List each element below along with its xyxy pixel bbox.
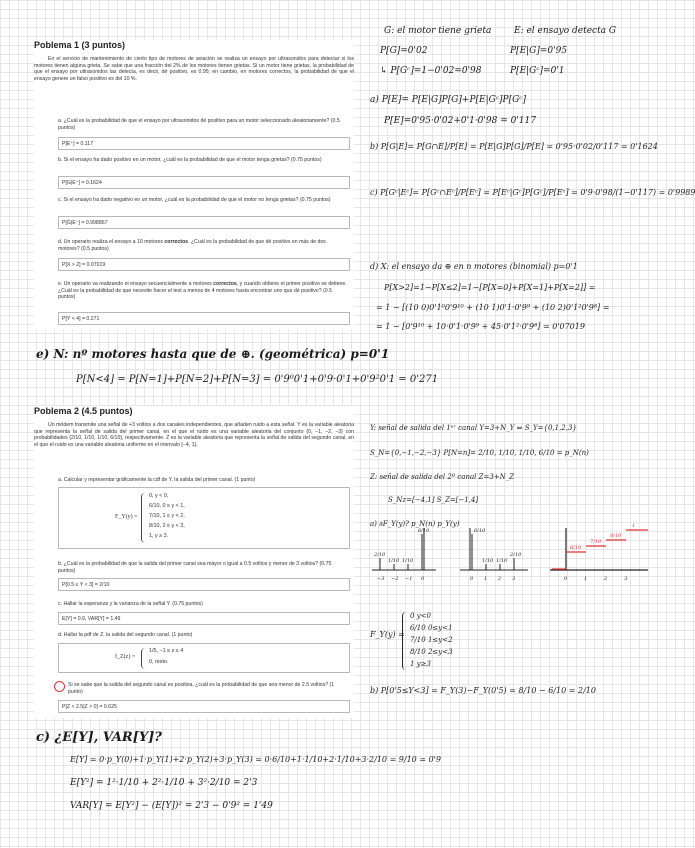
cdf-tick-3: 3 <box>624 576 628 582</box>
p1-question-a: a. ¿Cuál es la probabilidad de que el ensayo por ultrasonidos dé positivo para un motor seleccionado aleatoriamente? (0.5 puntos) <box>58 118 340 131</box>
note-fy-row-3: 8/10 2≤y<3 <box>410 648 453 656</box>
note-c5: VAR[Y] = E[Y²] − (E[Y])² = 2'3 − 0'9² = 1'49 <box>70 801 273 811</box>
p2-question-b: b. ¿Cuál es la probabilidad de que la salida del primer canal sea mayor o igual a 0.5 voltios y menor de 3 voltios? (0.75 puntos) <box>58 561 332 574</box>
val-y-1: 1/10 <box>482 558 494 564</box>
note-pegc: P[E|Gᶜ]=0'1 <box>510 66 565 76</box>
tick-y-2: 2 <box>498 576 502 582</box>
problem1-intro: En el servicio de mantenimiento de cierto tipo de motores de aviación se realiza un ensayo por ultrasonidos para detectar si los motores tienen alguna grieta. Se sabe que una fracción del 2% de los motores tienen grietas. Si un motor tiene grietas, la probabilidad de que el ensayo por ultrasonidos las detecta, es decir, dé positivo, es 0.95; en cambio, en motores correctos, la probabilidad de que el ensayo genere un falso positivo es del 10 %. <box>34 56 354 82</box>
note-fy-row-2: 7/10 1≤y<2 <box>410 636 453 644</box>
val-y-3: 2/10 <box>510 552 522 558</box>
note-y3: Z: señal de salida del 2º canal Z=3+N_Z <box>370 473 515 481</box>
note-y5: a) ∂F_Y(y)? p_N(n) p_Y(y) <box>370 520 460 528</box>
note-c2: c) ¿E[Y], VAR[Y]? <box>36 730 162 745</box>
note-c3: E[Y] = 0·p_Y(0)+1·p_Y(1)+2·p_Y(2)+3·p_Y(3) = 0·6/10+1·1/10+2·1/10+3·2/10 = 9/10 = 0'9 <box>70 755 441 764</box>
tick-y-3: 3 <box>512 576 516 582</box>
p2-answer-e[interactable]: P[Z < 2.5|Z > 0] = 0.625 <box>58 700 350 713</box>
note-y4: S_Nz=[−4,1] S_Z=[−1,4] <box>388 496 479 504</box>
p2-question-a: a. Calcular y representar gráficamente la cdf de Y, la salida del primer canal. (1 punto) <box>58 477 256 483</box>
p1-question-c: c. Si el ensayo ha dado negativo en un motor, ¿cuál es la probabilidad de que el motor no tenga grietas? (0.75 puntos) <box>58 197 331 203</box>
note-peg: P[E|G]=0'95 <box>510 46 568 56</box>
note-c4: E[Y²] = 1²·1/10 + 2²·1/10 + 3²·2/10 = 2'3 <box>70 778 258 788</box>
val-n-3: 1/10 <box>402 558 414 564</box>
note-fy-row-4: 1 y≥3 <box>410 660 431 668</box>
pdf-brace <box>141 648 146 669</box>
note-fy-label: F_Y(y) = <box>370 630 405 639</box>
tick-y-1: 1 <box>484 576 488 582</box>
pdf-label: f_Z(z) = <box>115 654 136 660</box>
p2-answer-d[interactable] <box>58 643 350 673</box>
cdf-row-1: 6/10, 0 ≤ y < 1, <box>149 503 185 509</box>
note-d2: P[X>2]=1−P[X≤2]=1−[P[X=0]+P[X=1]+P[X=2]] = <box>384 283 596 292</box>
cdf-brace <box>141 493 146 543</box>
note-b1: b) P[G|E]= P[G∩E]/P[E] = P[E|G]P[G]/P[E] = 0'95·0'02/0'117 = 0'1624 <box>370 142 658 151</box>
val-n-2: 1/10 <box>388 558 400 564</box>
note-e1: e) N: nº motores hasta que de ⊕. (geométrica) p=0'1 <box>36 347 390 361</box>
problem2-intro: Un módem transmite una señal de +3 voltios a dos canales independientes, que añaden ruido a esta señal. Y es la variable aleatoria que representa la señal de salida del primer canal, en el que el ruido es una variable aleatoria del conjunto {0, −1, −2, −3} con probabilidades {2/10, 1/10, 1/10, 6/10}, respectivamente. Z es la variable aleatoria que representa la señal de salida del segundo canal, en el que el ruido es una variable aleatoria uniforme en el intervalo [−4, 1]. <box>34 422 354 448</box>
note-c1: c) P[Gᶜ|Eᶜ]= P[Gᶜ∩Eᶜ]/P[Eᶜ] = P[Eᶜ|Gᶜ]P[Gᶜ]/P[Eᶜ] = 0'9·0'98/(1−0'117) = 0'9989 <box>370 188 695 197</box>
sketch-graphs <box>360 518 652 590</box>
p2-question-c: c. Hallar la esperanza y la varianza de la señal Y. (0.75 puntos) <box>58 601 203 607</box>
p1-answer-a[interactable]: P[E⁺] = 0.117 <box>58 137 350 150</box>
note-pg: P[G]=0'02 <box>380 46 428 56</box>
p1-answer-e[interactable]: P[Y < 4] = 0.271 <box>58 312 350 325</box>
problem2-title: Poblema 2 (4.5 puntos) <box>34 406 133 416</box>
cdf-row-2: 7/10, 1 ≤ y < 2, <box>149 513 185 519</box>
val-y-2: 1/10 <box>496 558 508 564</box>
p1-answer-b[interactable]: P[G|E⁺] = 0.1624 <box>58 176 350 189</box>
p1-answer-c[interactable]: P[Ḡ|E⁻] = 0.998867 <box>58 216 350 229</box>
cdf-tick-2: 2 <box>604 576 608 582</box>
note-a1: a) P[E]= P[E|G]P[G]+P[E|Gᶜ]P[Gᶜ] <box>370 95 526 105</box>
cdf-label: F_Y(y) = <box>115 514 138 520</box>
cdf-tick-0: 0 <box>564 576 568 582</box>
cdf-y-sketch <box>550 528 648 570</box>
p2-answer-a[interactable] <box>58 487 350 549</box>
note-d3: = 1 − [(10 0)0'1⁰0'9¹⁰ + (10 1)0'1·0'9⁹ + (10 2)0'1²0'9⁸] = <box>376 303 610 312</box>
p2-answer-b[interactable]: P[0.5 ≤ Y < 3] = 2/10 <box>58 578 350 591</box>
p2-answer-c[interactable]: E[Y] = 0.9, VAR[Y] = 1.49 <box>58 612 350 625</box>
tick-x-0: −3 <box>377 576 385 582</box>
note-e2: P[N<4] = P[N=1]+P[N=2]+P[N=3] = 0'9⁰0'1+0'9·0'1+0'9²0'1 = 0'271 <box>76 374 439 385</box>
val-n-1: 2/10 <box>374 552 386 558</box>
pdf-row-0: 1/5, −1 ≤ z ≤ 4 <box>149 648 184 654</box>
p2-question-d: d. Hallar la pdf de Z, la salida del segundo canal. (1 punto) <box>58 632 193 638</box>
p1-question-e: e. Un operario va realizando el ensayo secuencialmente a motores correctos, y cuando obtiene el primer positivo se detiene. ¿Cuál es la probabilidad de que necesite hacer el test a menos de 4 motores hasta encontrar uno que dé positivo? (0.5 puntos) <box>58 281 347 300</box>
tick-x-3: 0 <box>421 576 425 582</box>
p2-question-e: Si se sabe que la salida del segundo canal es positiva, ¿cuál es la probabilidad de que sea menor de 2.5 voltios? (1 punto) <box>68 682 335 695</box>
val-n-0: 6/10 <box>418 528 430 534</box>
note-d1: d) X: el ensayo da ⊕ en n motores (binomial) p=0'1 <box>370 262 578 271</box>
note-y1: Y: señal de salida del 1ᵉʳ canal Y=3+N_Y ⇒ S_Y={0,1,2,3} <box>370 424 577 432</box>
note-fy-row-0: 0 y<0 <box>410 612 431 620</box>
note-fy-row-1: 6/10 0≤y<1 <box>410 624 453 632</box>
tick-y-0: 0 <box>470 576 474 582</box>
cdf-tick-1: 1 <box>584 576 588 582</box>
cdf-row-3: 8/10, 2 ≤ y < 3, <box>149 523 185 529</box>
p1-question-b: b. Si el ensayo ha dado positivo en un motor, ¿cuál es la probabilidad de que el motor tenga grietas? (0.75 puntos) <box>58 157 322 163</box>
note-b2: b) P[0'5≤Y<3] = F_Y(3)−F_Y(0'5) = 8/10 − 6/10 = 2/10 <box>370 686 596 695</box>
note-a2: P[E]=0'95·0'02+0'1·0'98 = 0'117 <box>384 116 536 126</box>
tick-x-1: −2 <box>391 576 399 582</box>
tick-x-2: −1 <box>405 576 413 582</box>
p1-question-d: d. Un operario realiza el ensayo a 10 motores correctos. ¿Cuál es la probabilidad de que dé positivo en más de dos motores? (0.5 puntos) <box>58 239 326 252</box>
problem1-title: Poblema 1 (3 puntos) <box>34 40 126 50</box>
pdf-row-1: 0, resto. <box>149 659 169 665</box>
note-top-e: E: el ensayo detecta G <box>514 26 617 36</box>
note-fy-brace <box>402 612 407 670</box>
p1-answer-d[interactable]: P[X > 2] = 0.07019 <box>58 258 350 271</box>
cdf-step-2: 8/10 <box>610 533 622 539</box>
note-top-g: G: el motor tiene grieta <box>384 26 492 36</box>
cdf-row-4: 1, y ≥ 3. <box>149 533 169 539</box>
e-circle-mark <box>54 681 65 692</box>
cdf-row-0: 0, y < 0, <box>149 493 169 499</box>
cdf-step-0: 6/10 <box>570 545 582 551</box>
pmf-y-sketch <box>460 528 528 570</box>
cdf-step-3: 1 <box>632 523 636 529</box>
val-y-0: 6/10 <box>474 528 486 534</box>
note-y2: S_N={0,−1,−2,−3} P[N=n]= 2/10, 1/10, 1/10, 6/10 = p_N(n) <box>370 449 589 457</box>
note-pgc: ↳ P[Gᶜ]=1−0'02=0'98 <box>380 66 482 76</box>
cdf-step-1: 7/10 <box>590 539 602 545</box>
note-d4: = 1 − [0'9¹⁰ + 10·0'1·0'9⁹ + 45·0'1²·0'9⁸] = 0'07019 <box>376 322 585 331</box>
